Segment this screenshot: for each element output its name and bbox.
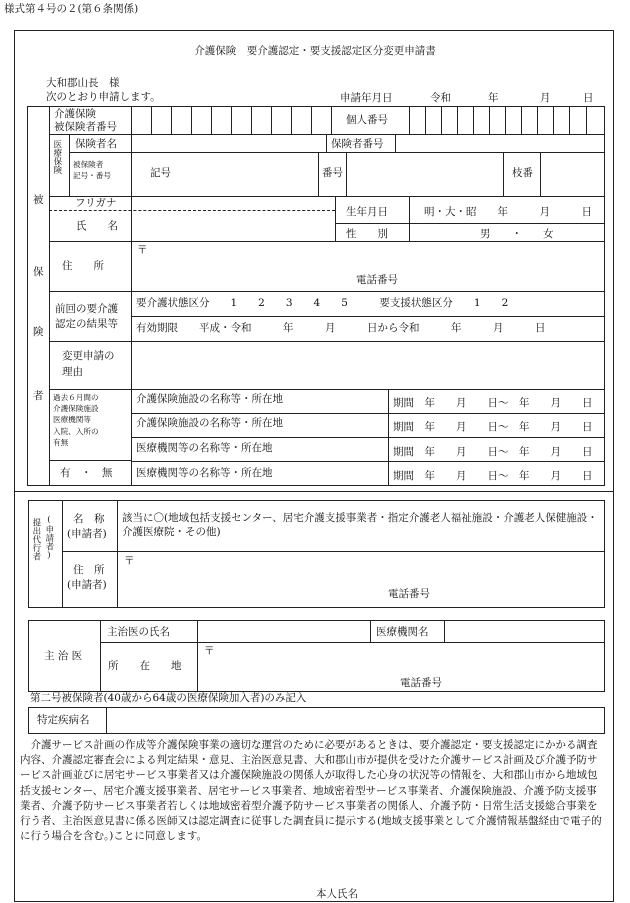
application-date-label: 申請年月日: [340, 92, 393, 104]
consent-text: 介護サービス計画の作成等介護保険事業の適切な運営のために必要があるときは、要介護認定・要支援認定にかかる調査内容、介護認定審査会による判定結果・意見、主治医意見書、大和郡山市が提供を受けた介護サービス計画及び介護予防サービス計画並びに居宅サービス事業者又は介護保険施設の関係人が取得した心身の状況等の情報を、大和郡山市から地域包括支援センター、居宅介護支援事業者、居宅サービス事業者、地域密着型サービス事業者、介護保険施設、介護予防支援事業者、介護予防サービス事業者若しくは地域密着型介護予防サービス事業者の関係人、介護予防・日常生活支援総合事業を行う者、主治医意見書に係る医師又は認定調査に従事した調査員に提示する(地域支援事業として介護情報基盤経由で電子的に行う場合を含む。)ことに同意します。: [20, 739, 602, 843]
facility-period-2: 期間 年 月 日～ 年 月 日: [393, 421, 593, 433]
facility-row-1: 介護保険施設の名称等・所在地: [136, 393, 283, 405]
dob-label: 生年月日: [346, 206, 388, 218]
doctor-section-label: 主 治 医: [44, 650, 83, 662]
facility-period-3: 期間 年 月 日～ 年 月 日: [393, 446, 593, 458]
application-date-era: 令和: [430, 92, 451, 104]
change-reason-label: 変更申請の: [62, 350, 115, 362]
agent-section-sub: (申請者): [43, 515, 54, 561]
address-label: 住 所: [62, 260, 104, 272]
doctor-address-label: 所 在 地: [108, 660, 182, 672]
facility-period-1: 期間 年 月 日～ 年 月 日: [393, 397, 593, 409]
second-insured-note: 第二号被保険者(40歳から64歳の医療保険加入者)のみ記入: [30, 692, 307, 704]
furigana-label: フリガナ: [75, 197, 117, 209]
facility-stay-label-3: 医療機関等: [53, 415, 91, 424]
agent-section-label: 提出代行者: [30, 518, 41, 561]
insured-section-label-1: 被: [33, 194, 44, 206]
insurer-number-label: 保険者番号: [331, 138, 384, 150]
sex-options: 男 ・ 女: [480, 228, 554, 240]
doctor-name-label: 主治医の氏名: [107, 626, 170, 638]
symbol-number-label: 被保険者: [73, 160, 104, 169]
form-title: 介護保険 要介護認定・要支援認定区分変更申請書: [194, 45, 436, 57]
facility-period-4: 期間 年 月 日～ 年 月 日: [393, 470, 593, 482]
number-label: 番号: [322, 167, 343, 179]
agent-name-label-2: (申請者): [67, 528, 107, 540]
facility-row-2: 介護保険施設の名称等・所在地: [136, 417, 283, 429]
insured-number-label-2: 被保険者番号: [54, 121, 117, 133]
doctor-postal-mark: 〒: [204, 645, 215, 657]
previous-result-label-2: 認定の結果等: [55, 318, 118, 330]
insured-number-label: 介護保険: [54, 108, 96, 120]
agent-address-label: 住 所: [73, 564, 105, 576]
symbol-number-label-2: 記号・番号: [73, 171, 111, 180]
facility-row-4: 医療機関等の名称等・所在地: [136, 467, 273, 479]
change-reason-label-2: 理由: [62, 366, 83, 378]
facility-stay-label-4: 入院、入所の: [53, 427, 99, 436]
application-date-day: 日: [583, 92, 594, 104]
symbol-label: 記号: [150, 167, 171, 179]
facility-yes-no: 有 ・ 無: [60, 467, 113, 479]
insured-section-label-4: 者: [33, 390, 44, 402]
agent-name-note: 該当に〇(地域包括支援センター、居宅介護支援事業者・指定介護老人福祉施設・介護老人保健施設・介護医療院・その他): [122, 512, 598, 538]
intro-text: 次のとおり申請します。: [46, 91, 161, 103]
facility-stay-label-2: 介護保険施設: [53, 404, 99, 413]
care-level-line: 要介護状態区分 1 2 3 4 5 要支援状態区分 1 2: [136, 297, 509, 309]
facility-stay-label-1: 過去６月間の: [53, 393, 99, 402]
individual-number-label: 個人番号: [346, 114, 388, 126]
dob-era: 明・大・昭 年 月 日: [424, 206, 592, 218]
doctor-phone-label: 電話番号: [400, 677, 442, 689]
agent-name-label: 名 称: [73, 513, 105, 525]
facility-row-3: 医療機関等の名称等・所在地: [136, 442, 273, 454]
sex-label: 性 別: [346, 228, 388, 240]
validity-line: 有効期限 平成・令和 年 月 日から令和 年 月 日: [136, 322, 546, 334]
agent-postal-mark: 〒: [124, 555, 135, 567]
signature-label: 本人氏名: [316, 888, 358, 900]
agent-address-label-2: (申請者): [67, 579, 107, 591]
application-date-year: 年: [488, 92, 499, 104]
insured-section-label-3: 険: [33, 326, 44, 338]
addressee: 大和郡山長 様: [46, 77, 120, 89]
branch-label: 枝番: [512, 167, 533, 179]
doctor-institution-label: 医療機関名: [376, 626, 429, 638]
agent-phone-label: 電話番号: [388, 588, 430, 600]
address-phone-label: 電話番号: [356, 274, 398, 286]
lower-frame: [14, 492, 614, 902]
previous-result-label: 前回の要介護: [55, 303, 118, 315]
application-date-month: 月: [540, 92, 551, 104]
medical-insurance-label: 医療保険: [51, 140, 62, 174]
name-label: 氏 名: [76, 220, 118, 232]
insurer-name-label: 保険者名: [75, 138, 117, 150]
address-postal-mark: 〒: [137, 244, 148, 256]
insured-section-label-2: 保: [33, 266, 44, 278]
specific-disease-label: 特定疾病名: [37, 714, 90, 726]
facility-stay-label-5: 有無: [53, 438, 69, 447]
form-number: 様式第４号の２(第６条関係): [4, 3, 139, 15]
